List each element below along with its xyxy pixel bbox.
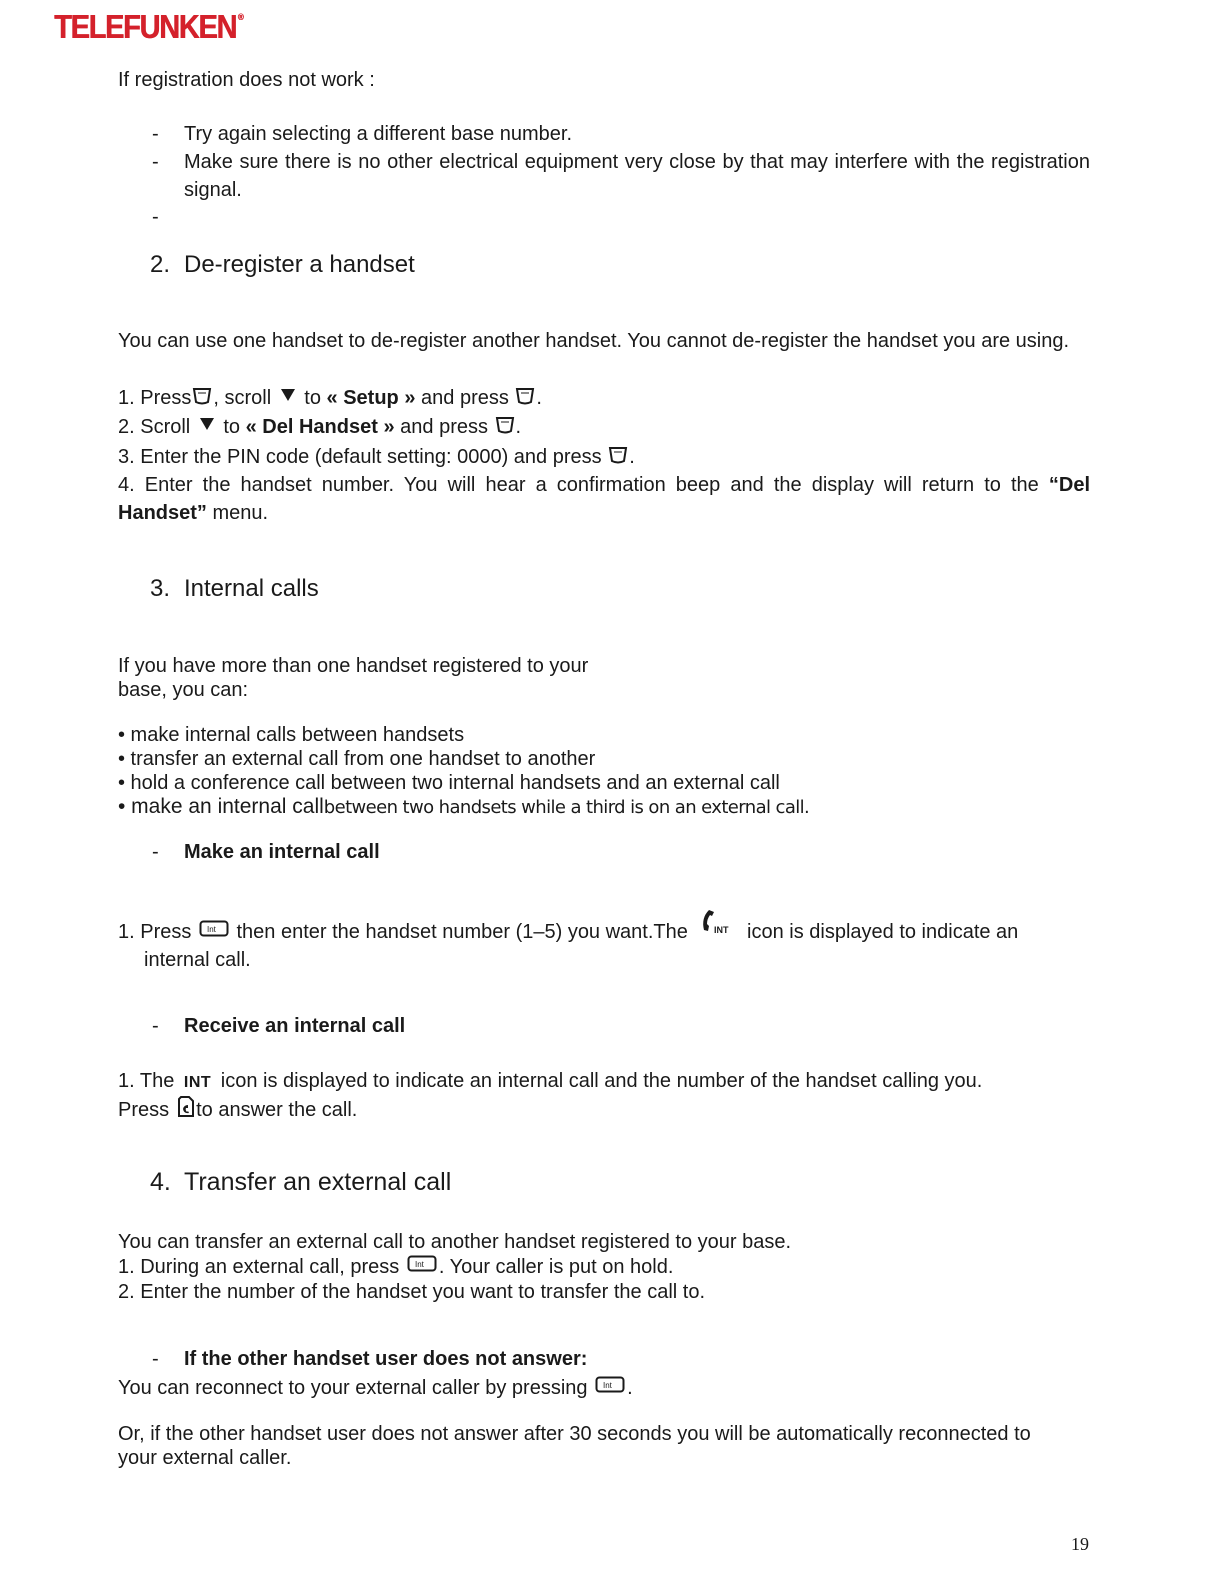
step-text: to answer the call.	[196, 1099, 358, 1121]
page-number: 19	[1071, 1534, 1089, 1554]
logo-text: TELEFUNKEN	[54, 8, 237, 45]
down-arrow-icon	[200, 418, 214, 430]
step-text: 2. Scroll	[118, 416, 191, 438]
menu-name-del-handset: “Del Handset”	[118, 474, 1091, 524]
deregister-step-2	[118, 413, 521, 441]
phone-int-icon	[699, 908, 735, 940]
registered-mark: ®	[237, 12, 244, 22]
step-text: to	[223, 416, 241, 438]
reconnect-line	[118, 1374, 633, 1402]
paragraph-line: your external caller.	[118, 1447, 292, 1469]
step-text: .	[536, 387, 542, 409]
telefunken-logo	[54, 8, 244, 46]
list-item: • hold a conference call between two internal handsets and an external call	[118, 772, 780, 794]
section-title: Transfer an external call	[184, 1168, 452, 1196]
paragraph-line: Or, if the other handset user does not answer after 30 seconds you will be automatically reconnected to	[118, 1423, 1031, 1445]
subheading-dash: -	[152, 841, 159, 863]
step-text: Press	[118, 1099, 170, 1121]
make-call-step-1	[118, 908, 1018, 974]
menu-key-icon	[495, 415, 515, 435]
section-title: Internal calls	[184, 575, 319, 602]
subheading-make-internal-call: Make an internal call	[184, 841, 380, 863]
step-text: 1. During an external call, press	[118, 1256, 400, 1278]
auto-reconnect-paragraph	[118, 1422, 1031, 1470]
step-text: .	[629, 446, 635, 468]
list-dash: -	[152, 206, 159, 228]
step-text: and press	[400, 416, 488, 438]
subheading-dash: -	[152, 1348, 159, 1370]
list-item: • make internal calls between handsets	[118, 724, 465, 746]
int-key-icon	[199, 920, 229, 939]
list-item: Make sure there is no other electrical equipment very close by that may interfere with the registration signal.	[184, 151, 1090, 201]
list-item-text: between two handsets while a third is on an external call.	[323, 797, 810, 818]
menu-option-del-handset: « Del Handset »	[245, 416, 395, 438]
transfer-steps	[118, 1230, 791, 1305]
step-text: and press	[421, 387, 509, 409]
internal-calls-intro	[118, 654, 588, 702]
int-key-icon	[595, 1376, 625, 1395]
int-key-icon	[407, 1255, 437, 1274]
section-title: De-register a handset	[184, 251, 415, 278]
list-dash: -	[152, 151, 159, 173]
step-text: 1. Press	[118, 921, 192, 943]
subheading-dash: -	[152, 1015, 159, 1037]
list-item-text: • make an internal call	[118, 795, 324, 818]
subheading-no-answer: If the other handset user does not answer:	[184, 1348, 588, 1370]
menu-key-icon	[515, 386, 535, 406]
svg-text:INT: INT	[714, 925, 729, 935]
step-text: .	[627, 1377, 633, 1399]
svg-text:Int: Int	[206, 925, 216, 934]
step-text: icon is displayed to indicate an internal call and the number of the handset calling you.	[220, 1070, 983, 1092]
step-text: 3. Enter the PIN code (default setting: 0000) and press	[118, 446, 602, 468]
step-text: internal call.	[144, 949, 251, 971]
step-text: You can reconnect to your external caller by pressing	[118, 1377, 588, 1399]
svg-text:Int: Int	[414, 1260, 424, 1269]
deregister-step-1	[118, 384, 542, 412]
section-heading-deregister	[150, 251, 415, 279]
list-dash: -	[152, 123, 159, 145]
menu-key-icon	[192, 386, 212, 406]
deregister-intro: You can use one handset to de-register another handset. You cannot de-register the handset you are using.	[118, 330, 1070, 352]
step-text: .	[515, 416, 522, 438]
receive-call-step-1	[118, 1068, 982, 1123]
step-text: 4. Enter the handset number. You will hear a confirmation beep and the display will return to the	[118, 474, 1039, 496]
menu-key-icon	[608, 445, 628, 465]
transfer-intro: You can transfer an external call to another handset registered to your base.	[118, 1231, 792, 1253]
talk-key-icon	[177, 1096, 195, 1118]
section-number: 2.	[150, 251, 171, 278]
int-display-icon: INT	[183, 1074, 212, 1091]
list-item: • transfer an external call from one handset to another	[118, 748, 596, 770]
subheading-receive-internal-call: Receive an internal call	[184, 1015, 406, 1037]
list-item	[118, 795, 809, 820]
step-text: to	[304, 387, 321, 409]
down-arrow-icon	[281, 389, 295, 401]
step-text: icon is displayed to indicate an	[747, 921, 1019, 943]
step-text: . Your caller is put on hold.	[438, 1256, 674, 1278]
section-heading-transfer	[150, 1168, 451, 1197]
section-number: 3.	[150, 575, 171, 602]
intro-line: base, you can:	[118, 679, 249, 701]
list-item: Try again selecting a different base number.	[184, 123, 573, 145]
step-text: 1. The	[118, 1070, 175, 1092]
intro-line: If you have more than one handset registered to your	[118, 655, 589, 677]
menu-option-setup: « Setup »	[326, 387, 416, 409]
transfer-step-2: 2. Enter the number of the handset you want to transfer the call to.	[118, 1281, 706, 1303]
section-number: 4.	[150, 1168, 171, 1196]
svg-text:Int: Int	[603, 1381, 612, 1390]
registration-fail-intro: If registration does not work :	[118, 69, 375, 91]
step-text: menu.	[212, 502, 269, 524]
step-text: , scroll	[213, 387, 272, 409]
deregister-step-4	[118, 471, 1090, 527]
step-text: then enter the handset number (1–5) you want.The	[236, 921, 688, 943]
transfer-step-1	[118, 1255, 791, 1280]
step-text: 1. Press	[118, 387, 192, 409]
internal-calls-list	[118, 723, 809, 820]
deregister-step-3	[118, 443, 635, 471]
section-heading-internal-calls	[150, 575, 319, 603]
